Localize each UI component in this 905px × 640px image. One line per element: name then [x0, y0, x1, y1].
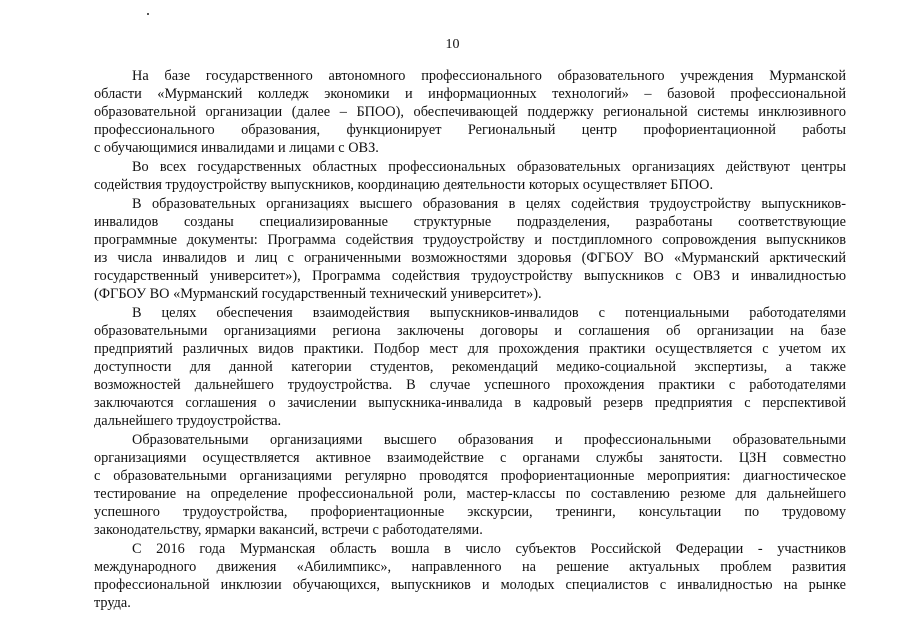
- text-line: законодательству, ярмарки вакансий, встречи с работодателями.: [94, 522, 483, 538]
- text-line: предприятий различных видов практики. Подбор мест для прохождения практики осуществляется с учетом их: [94, 341, 846, 357]
- text-line: образовательными организациями региона заключены договоры и соглашения об организации на базе: [94, 323, 846, 339]
- paragraph: [94, 431, 846, 539]
- text-line: с обучающимися инвалидами и лицами с ОВЗ.: [94, 140, 379, 156]
- paragraph: [94, 540, 846, 612]
- text-line: В образовательных организациях высшего образования в целях содействия трудоустройству выпускников-: [132, 196, 846, 212]
- scan-mark: [147, 13, 149, 15]
- paragraph: [94, 67, 846, 157]
- text-line: Образовательными организациями высшего образования и профессиональными образовательными: [132, 432, 846, 448]
- text-line: (ФГБОУ ВО «Мурманский государственный технический университет»).: [94, 286, 542, 302]
- text-line: с образовательными организациями регулярно проводятся профориентационные мероприятия: диагностическое: [94, 468, 846, 484]
- page-number: 10: [445, 37, 460, 52]
- paragraph: [94, 158, 846, 194]
- text-line: В целях обеспечения взаимодействия выпускников-инвалидов с потенциальными работодателями: [132, 305, 846, 321]
- text-line: успешного трудоустройства, профориентационные экскурсии, тренинги, консультации по трудовому: [94, 504, 846, 520]
- text-line: из числа инвалидов и лиц с ограниченными возможностями здоровья (ФГБОУ ВО «Мурманский арктический: [94, 250, 846, 266]
- paragraph: [94, 195, 846, 303]
- text-line: На базе государственного автономного профессионального образовательного учреждения Мурманской: [132, 68, 846, 84]
- text-line: инвалидов созданы специализированные структурные подразделения, разработаны соответствующие: [94, 214, 846, 230]
- text-line: тестирование на определение профессиональной роли, мастер-классы по составлению резюме для дальнейшего: [94, 486, 846, 502]
- text-line: организациями осуществляется активное взаимодействие с органами службы занятости. ЦЗН совместно: [94, 450, 846, 466]
- text-line: профессионального образования, функционирует Региональный центр профориентационной работы: [94, 122, 846, 138]
- text-line: профессиональной инклюзии обучающихся, выпускников и молодых специалистов с инвалидностью на рынке: [94, 577, 846, 593]
- document-body: [94, 67, 846, 613]
- text-line: дальнейшего трудоустройства.: [94, 413, 282, 429]
- text-line: С 2016 года Мурманская область вошла в число субъектов Российской Федерации - участников: [132, 541, 846, 557]
- text-line: государственный университет»), Программа содействия трудоустройству выпускников с ОВЗ и инвалидностью: [94, 268, 846, 284]
- text-line: образовательной организации (далее – БПОО), обеспечивающей поддержку региональной системы инклюзивного: [94, 104, 846, 120]
- text-line: труда.: [94, 595, 131, 611]
- text-line: области «Мурманский колледж экономики и информационных технологий» – базовой профессиональной: [94, 86, 846, 102]
- text-line: возможностей дальнейшего трудоустройства. В случае успешного прохождения практики с работодателями: [94, 377, 846, 393]
- text-line: программные документы: Программа содействия трудоустройству и постдипломного сопровождения выпускников: [94, 232, 846, 248]
- text-line: заключаются соглашения о зачислении выпускника-инвалида в кадровый резерв предприятия с перспективой: [94, 395, 846, 411]
- text-line: международного движения «Абилимпикс», направленного на решение актуальных проблем развития: [94, 559, 846, 575]
- text-line: Во всех государственных областных профессиональных образовательных организациях действуют центры: [132, 159, 846, 175]
- paragraph: [94, 304, 846, 430]
- text-line: содействия трудоустройству выпускников, координацию деятельности которых осуществляет БПОО.: [94, 177, 714, 193]
- text-line: доступности для данной категории студентов, рекомендаций медико-социальной экспертизы, а также: [94, 359, 846, 375]
